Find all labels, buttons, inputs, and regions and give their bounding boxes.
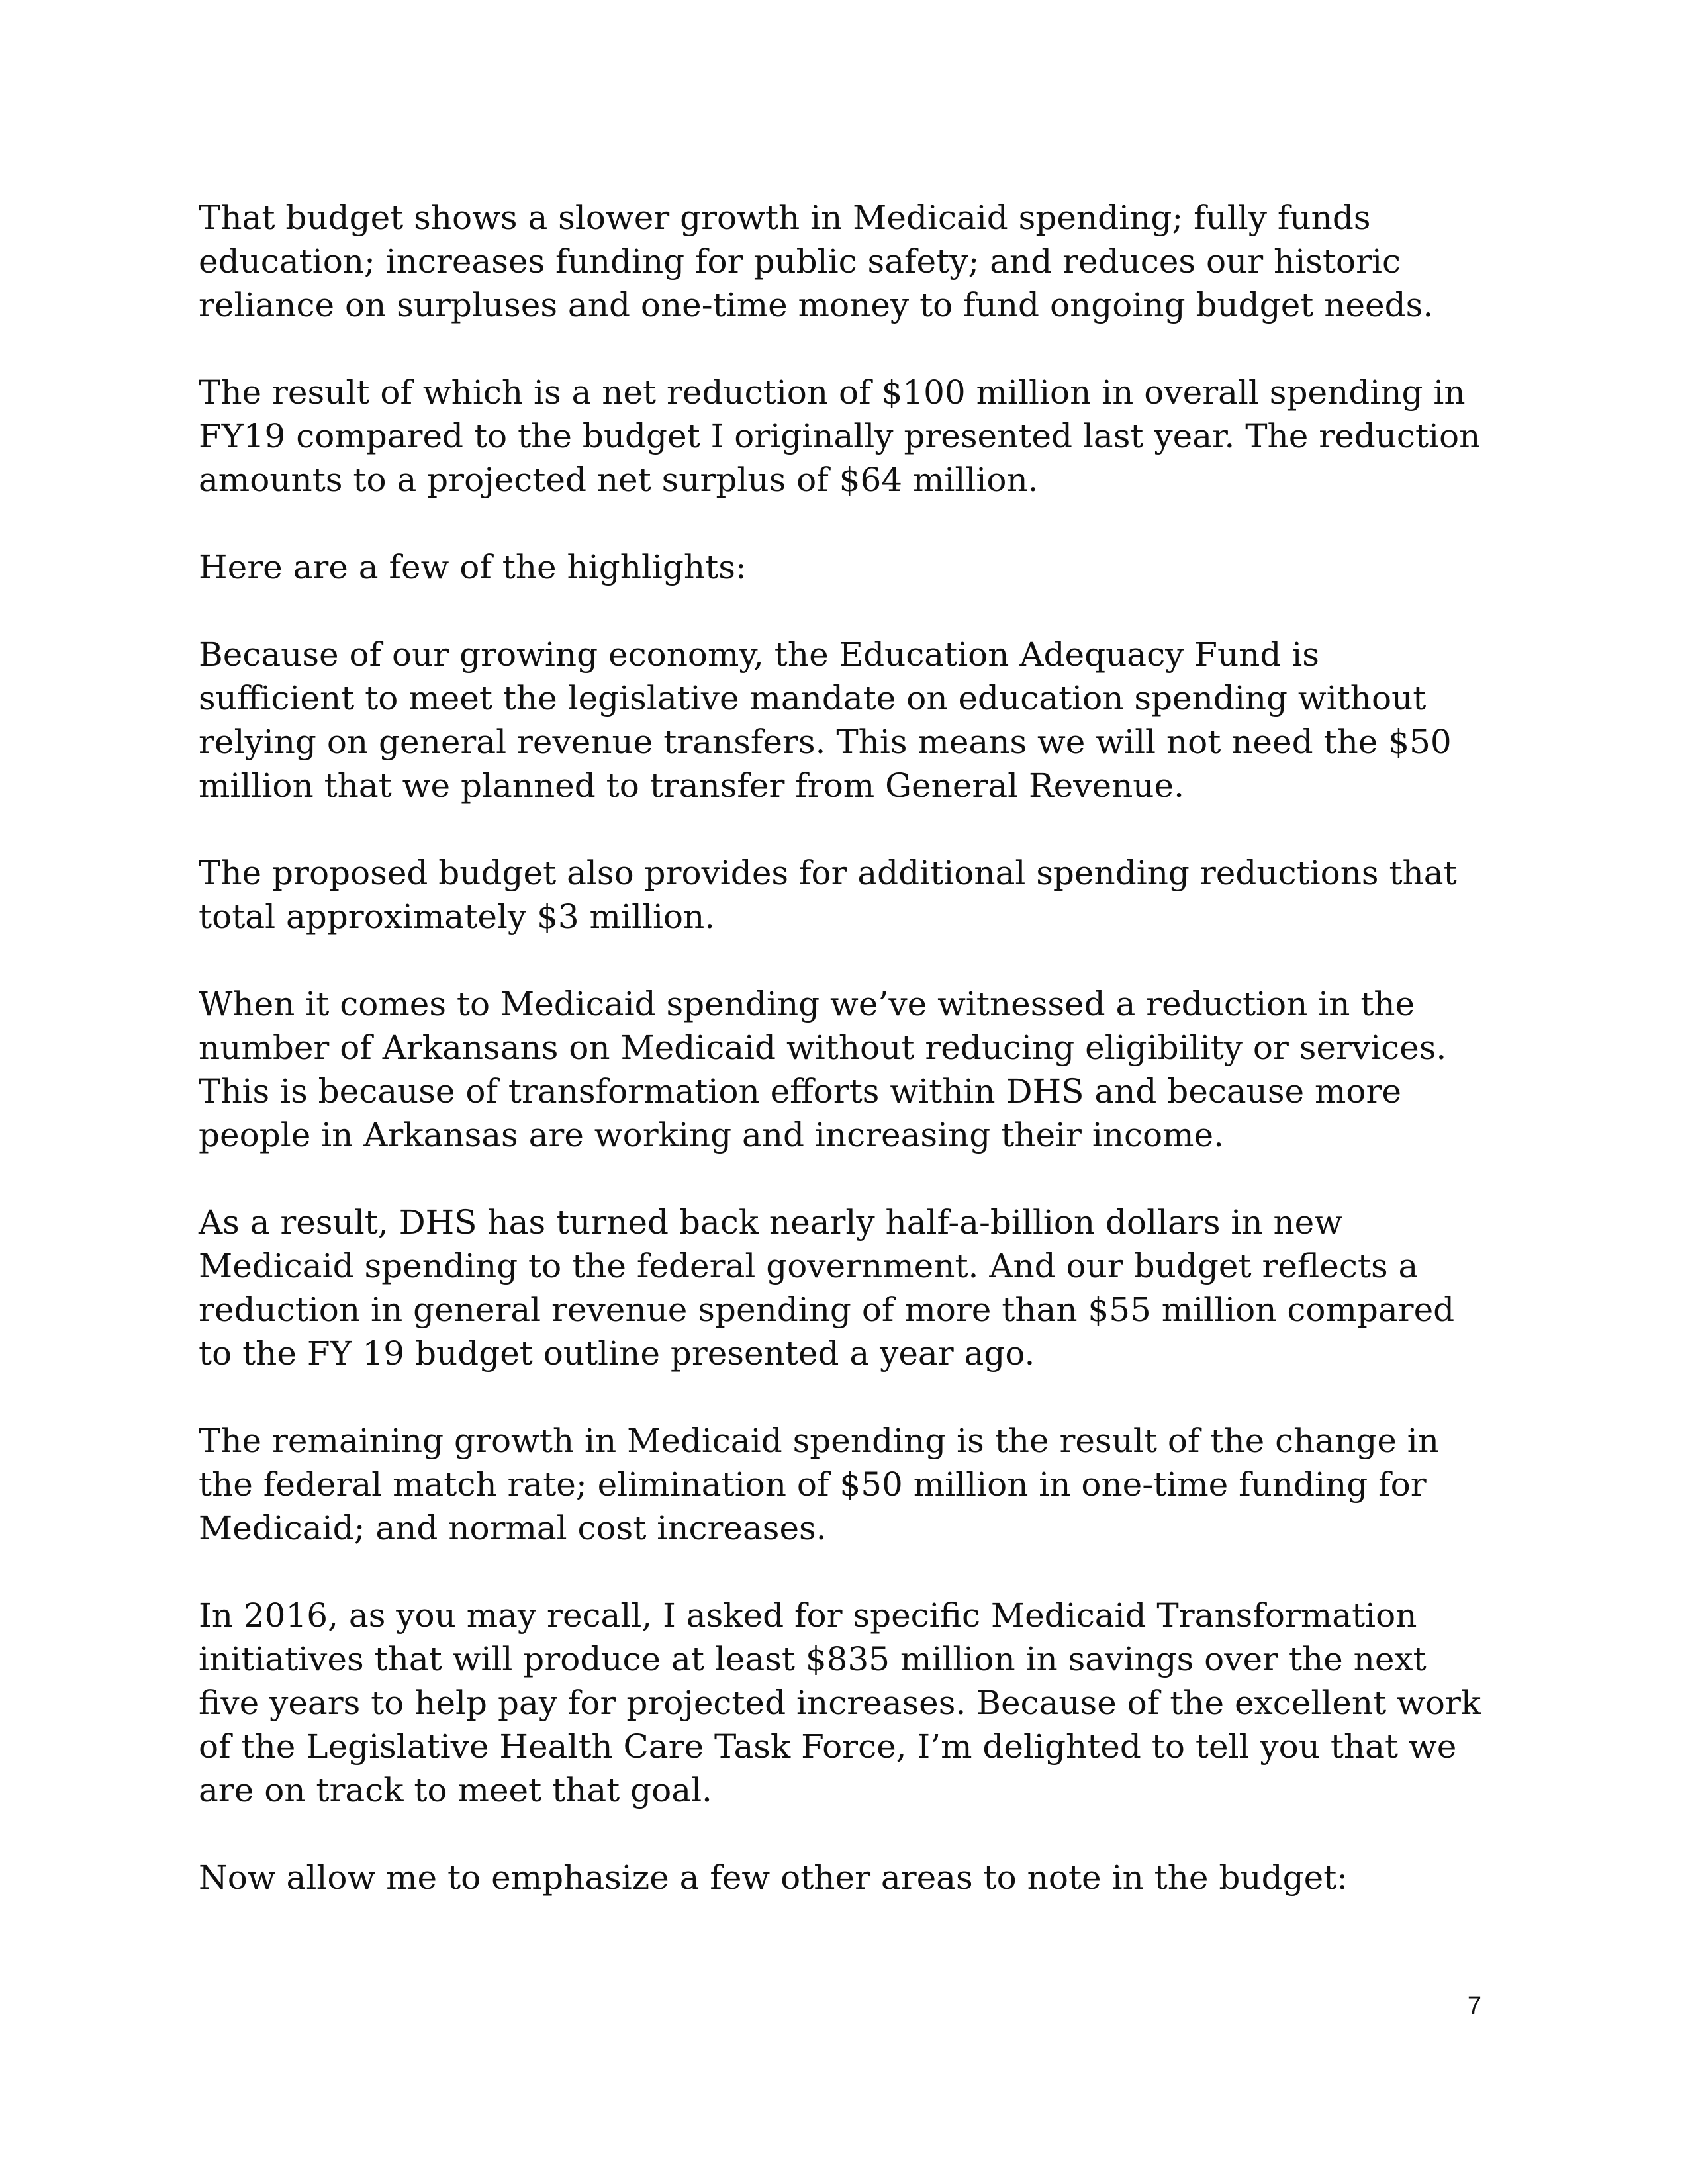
paragraph bbox=[199, 371, 1496, 502]
text-line: the federal match rate; elimination of $50 million in one-time funding for bbox=[199, 1465, 1427, 1504]
text-line: number of Arkansans on Medicaid without reducing eligibility or services. bbox=[199, 1028, 1447, 1067]
text-line: are on track to meet that goal. bbox=[199, 1771, 712, 1809]
text-line: to the FY 19 budget outline presented a year ago. bbox=[199, 1334, 1035, 1373]
paragraph bbox=[199, 982, 1496, 1157]
text-line: reliance on surpluses and one-time money to fund ongoing budget needs. bbox=[199, 286, 1434, 324]
text-line: Here are a few of the highlights: bbox=[199, 548, 747, 586]
text-line: In 2016, as you may recall, I asked for specific Medicaid Transformation bbox=[199, 1596, 1417, 1635]
paragraph bbox=[199, 633, 1496, 807]
text-line: Because of our growing economy, the Education Adequacy Fund is bbox=[199, 635, 1319, 674]
text-line: Medicaid spending to the federal government. And our budget reflects a bbox=[199, 1247, 1419, 1285]
text-line: Now allow me to emphasize a few other areas to note in the budget: bbox=[199, 1858, 1348, 1897]
text-line: The result of which is a net reduction of $100 million in overall spending in bbox=[199, 373, 1466, 412]
paragraph bbox=[199, 1419, 1496, 1550]
text-line: relying on general revenue transfers. This means we will not need the $50 bbox=[199, 723, 1452, 761]
text-line: Medicaid; and normal cost increases. bbox=[199, 1509, 827, 1547]
text-line: of the Legislative Health Care Task Force, I’m delighted to tell you that we bbox=[199, 1727, 1457, 1766]
text-line: total approximately $3 million. bbox=[199, 897, 716, 936]
paragraph bbox=[199, 1594, 1496, 1812]
text-line: The proposed budget also provides for additional spending reductions that bbox=[199, 854, 1457, 892]
paragraph bbox=[199, 1856, 1496, 1899]
text-line: education; increases funding for public safety; and reduces our historic bbox=[199, 242, 1401, 281]
paragraph bbox=[199, 196, 1496, 327]
text-line: sufficient to meet the legislative mandate on education spending without bbox=[199, 679, 1427, 717]
text-line: initiatives that will produce at least $835 million in savings over the next bbox=[199, 1640, 1427, 1678]
text-line: amounts to a projected net surplus of $64 million. bbox=[199, 461, 1039, 499]
text-line: That budget shows a slower growth in Medicaid spending; fully funds bbox=[199, 199, 1371, 237]
text-line: When it comes to Medicaid spending we’ve witnessed a reduction in the bbox=[199, 985, 1415, 1023]
text-line: people in Arkansas are working and increasing their income. bbox=[199, 1116, 1225, 1154]
body-text bbox=[199, 196, 1496, 1943]
text-line: The remaining growth in Medicaid spending is the result of the change in bbox=[199, 1422, 1439, 1460]
text-line: five years to help pay for projected increases. Because of the excellent work bbox=[199, 1684, 1481, 1722]
page-number: 7 bbox=[1467, 1992, 1481, 2020]
paragraph bbox=[199, 851, 1496, 938]
text-line: FY19 compared to the budget I originally presented last year. The reduction bbox=[199, 417, 1481, 455]
text-line: million that we planned to transfer from General Revenue. bbox=[199, 766, 1184, 805]
paragraph bbox=[199, 1201, 1496, 1375]
text-line: This is because of transformation efforts within DHS and because more bbox=[199, 1072, 1402, 1111]
text-line: As a result, DHS has turned back nearly half-a-billion dollars in new bbox=[199, 1203, 1343, 1242]
paragraph bbox=[199, 545, 1496, 589]
text-line: reduction in general revenue spending of more than $55 million compared bbox=[199, 1291, 1455, 1329]
